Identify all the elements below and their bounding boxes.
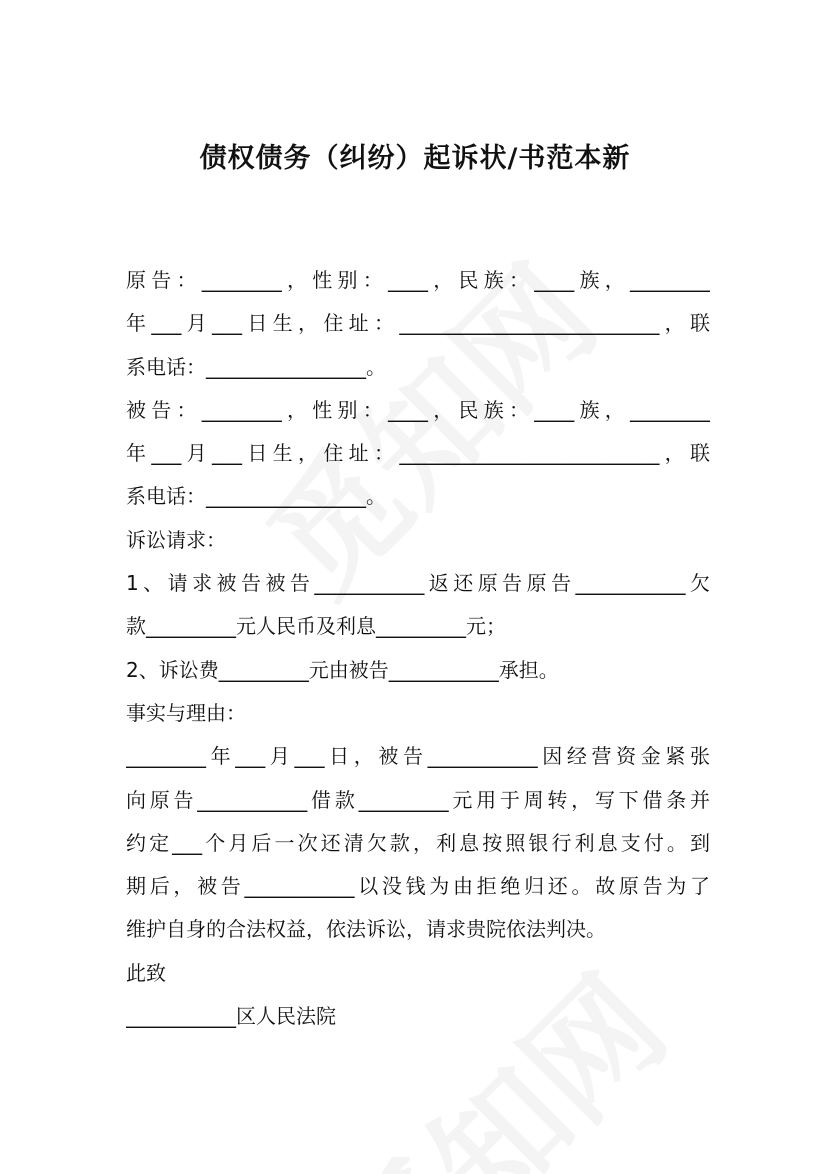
facts-line-2: 向原告___________借款_________元用于周转，写下借条并	[126, 787, 710, 812]
page-title: 债权债务（纠纷）起诉状/书范本新	[199, 143, 631, 174]
claim-1-line-1: 1、请求被告被告___________返还原告原告___________欠	[126, 571, 710, 596]
facts-line-3: 约定___个月后一次还清欠款，利息按照银行利息支付。到	[126, 830, 710, 855]
plaintiff-line-2: 年___月___日生，住址：__________________________，联	[126, 311, 710, 336]
defendant-line-3: 系电话：________________。	[126, 484, 386, 509]
claims-heading: 诉讼请求：	[126, 527, 226, 552]
document-body	[126, 259, 710, 1038]
facts-heading: 事实与理由：	[126, 700, 246, 725]
plaintiff-line-1: 原告：________，性别：____，民族：____族，________	[126, 268, 710, 292]
court-line: ___________区人民法院	[126, 1004, 336, 1029]
claim-2-line: 2、诉讼费_________元由被告___________承担。	[126, 657, 559, 682]
defendant-line-1: 被告：________，性别：____，民族：____族，________	[126, 397, 710, 422]
claim-1-line-2: 款_________元人民币及利息_________元；	[126, 614, 506, 639]
facts-line-1: ________年___月___日，被告___________因经营资金紧张	[126, 744, 710, 769]
facts-line-4: 期后，被告___________以没钱为由拒绝归还。故原告为了	[126, 874, 710, 899]
defendant-line-2: 年___月___日生，住址：__________________________，联	[126, 441, 710, 466]
facts-line-5: 维护自身的合法权益，依法诉讼，请求贵院依法判决。	[126, 917, 606, 942]
plaintiff-line-3: 系电话：________________。	[126, 354, 386, 379]
salutation: 此致	[126, 960, 166, 985]
